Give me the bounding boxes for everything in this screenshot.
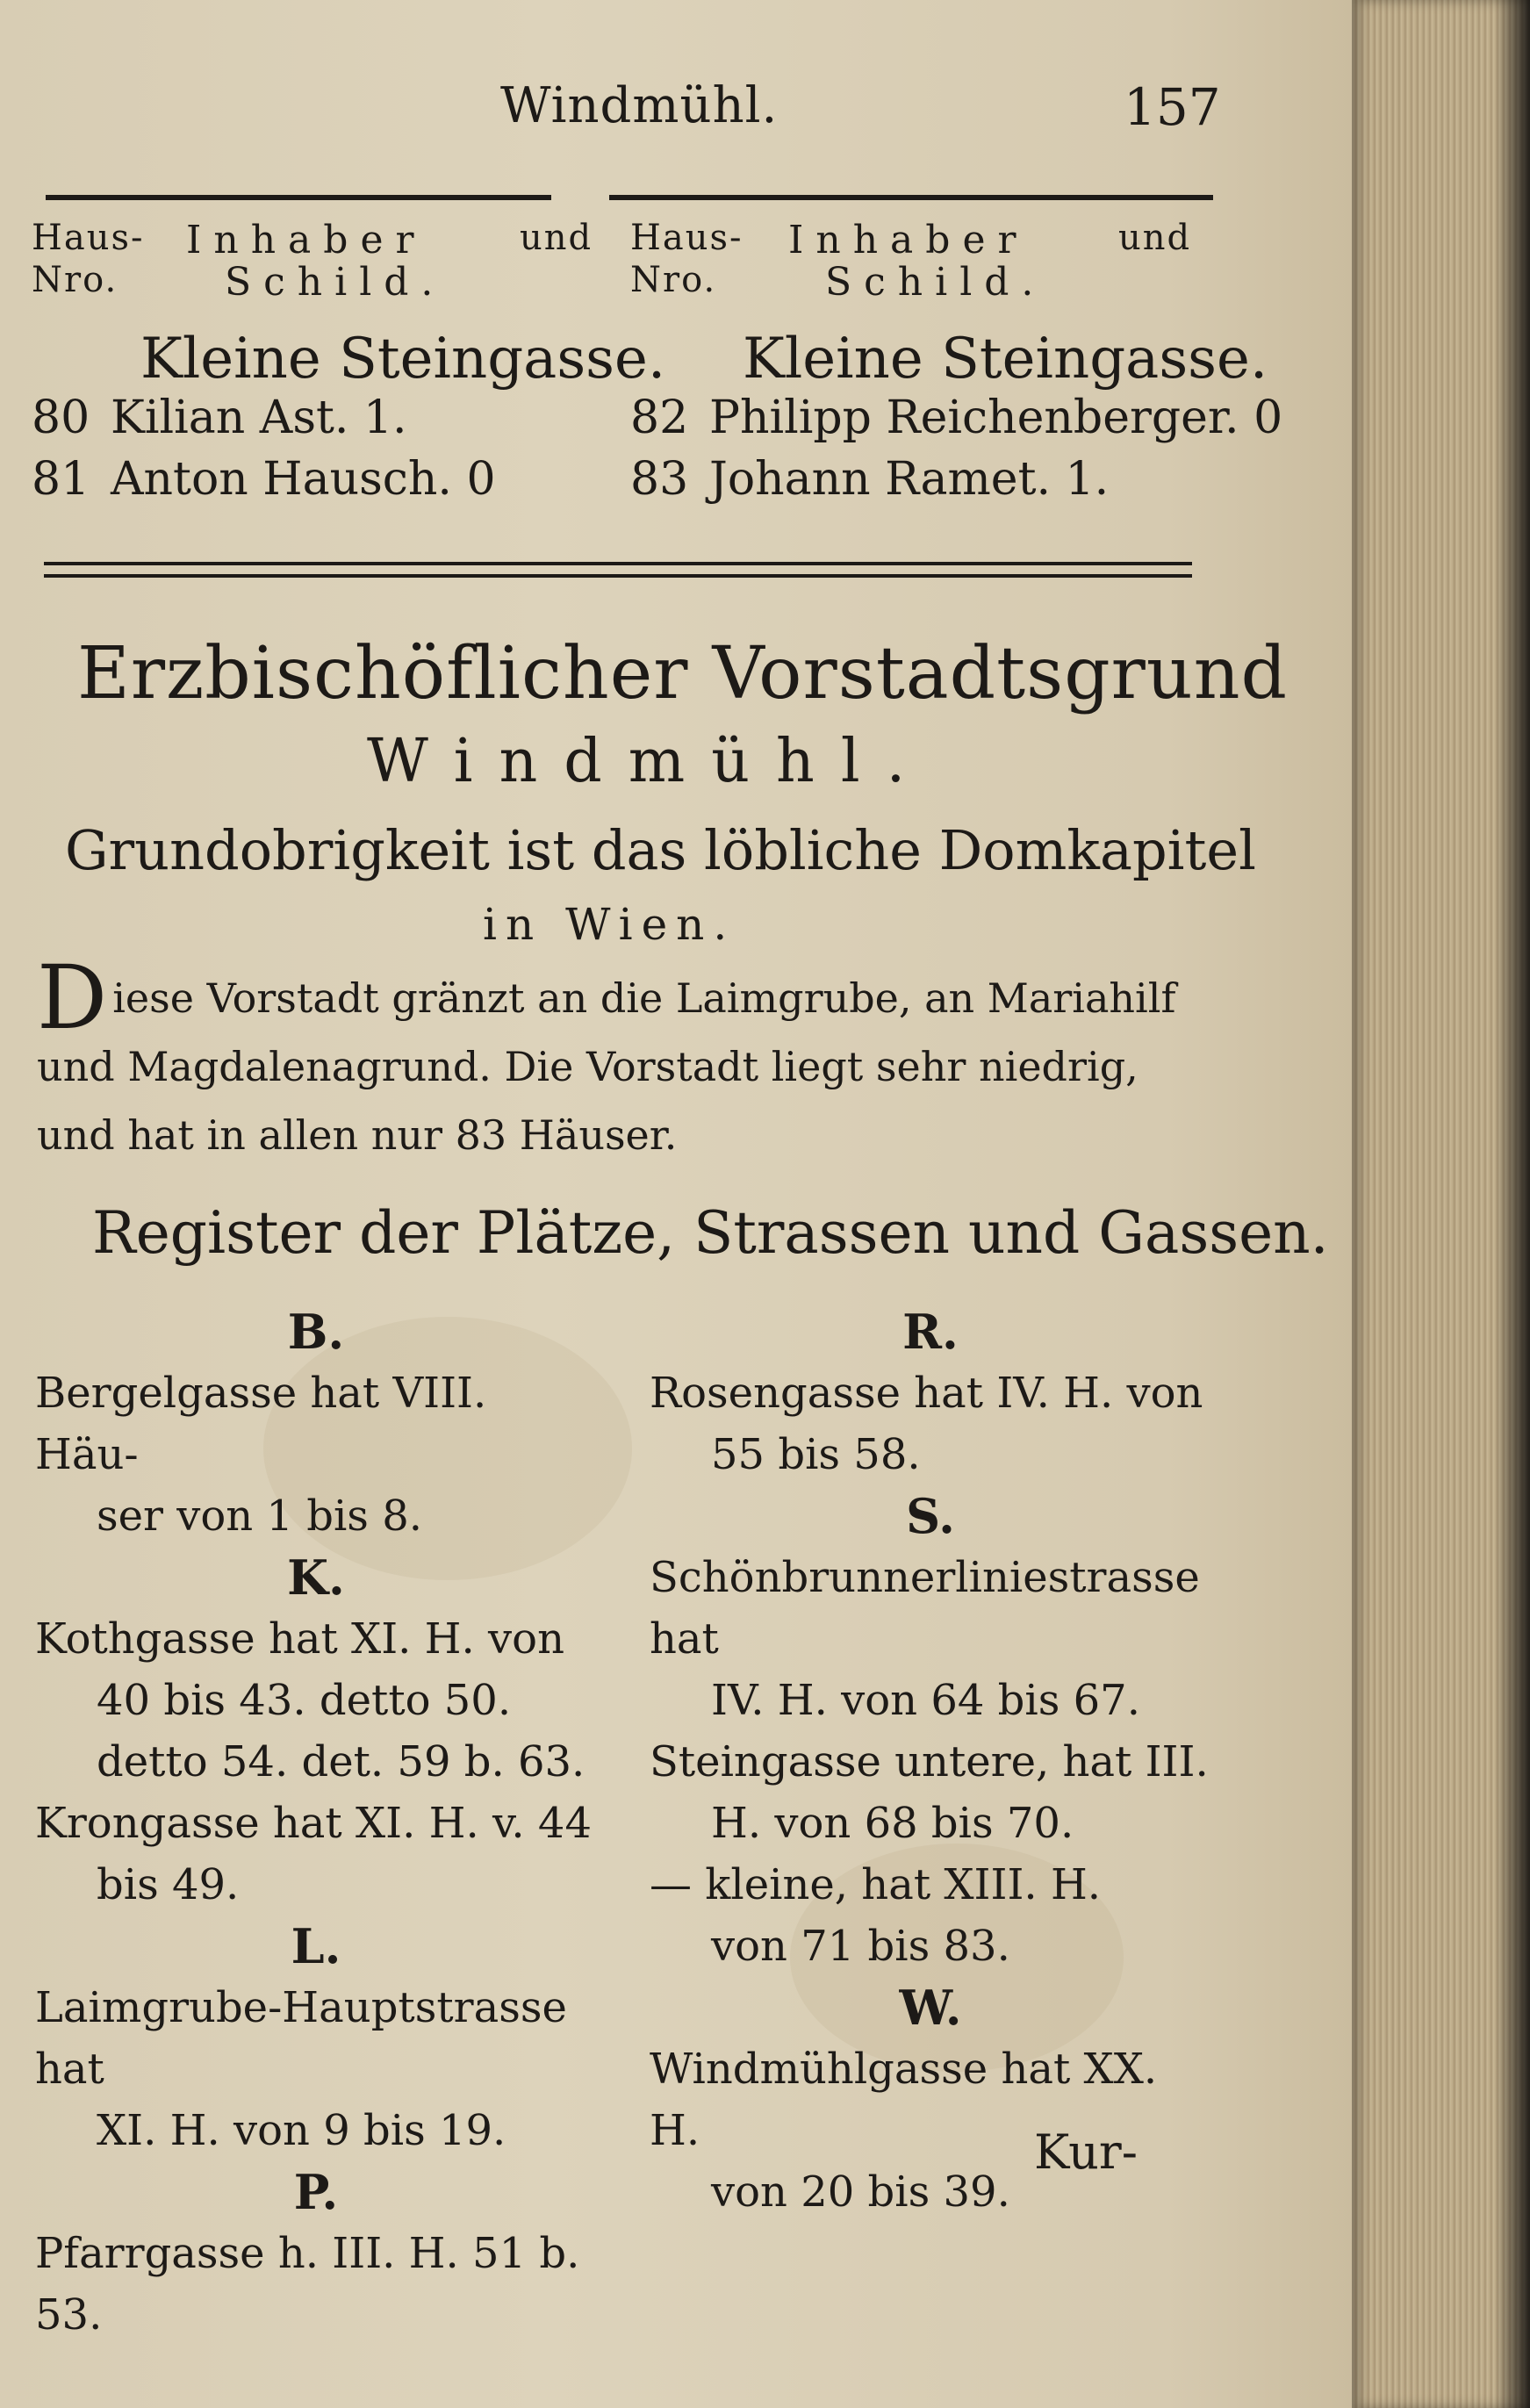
- col-owner-label: Inhaber: [186, 218, 427, 262]
- col-sign-label: Schild.: [825, 260, 1046, 305]
- register-heading: Register der Plätze, Strassen und Gassen.: [92, 1199, 1329, 1267]
- col-and-label: und: [1118, 218, 1192, 258]
- register-entry: [35, 2223, 597, 2346]
- register-entry: [35, 1977, 597, 2161]
- drop-cap: D: [37, 946, 108, 1049]
- col-house-label: Haus-: [32, 218, 145, 258]
- register-letter: K.: [287, 1549, 345, 1606]
- header-rule-right: [609, 195, 1213, 200]
- register-letter: S.: [906, 1488, 955, 1544]
- register-entry: [650, 1731, 1211, 1854]
- register-entry: [650, 1547, 1211, 1731]
- catchword: Kur-: [1034, 2124, 1138, 2180]
- register-entry: [35, 1362, 597, 1547]
- register-letter: B.: [287, 1304, 345, 1360]
- col-nro-label: Nro.: [32, 260, 119, 300]
- right-column-header: [630, 218, 1210, 305]
- entry-text: Krongasse hat XI. H. v. 44: [35, 1799, 593, 1848]
- left-column-header: [32, 218, 593, 305]
- paragraph-text: iese Vorstadt gränzt an die Laimgrube, an Mariahilf und Magdalenagrund. Die Vorstadt liegt sehr niedrig, und hat in allen nur 83 Häuser.: [37, 974, 1176, 1159]
- entry-continuation: ser von 1 bis 8.: [97, 1492, 422, 1541]
- entry-continuation: von 20 bis 39.: [711, 2167, 1010, 2217]
- house-number: 80: [32, 392, 90, 444]
- owner-name: Anton Hausch. 0: [111, 453, 496, 506]
- page-number: 157: [1124, 77, 1221, 137]
- page-edges: [1352, 0, 1530, 2408]
- entry-text: — kleine, hat XIII. H.: [650, 1860, 1102, 1909]
- entry-continuation: bis 49.: [97, 1860, 240, 1909]
- running-header: Windmühl.: [500, 77, 779, 134]
- right-street-heading: Kleine Steingasse.: [743, 327, 1268, 392]
- entry-text: Pfarrgasse h. III. H. 51 b. 53.: [35, 2229, 580, 2340]
- left-entry-row: [32, 392, 407, 444]
- left-street-heading: Kleine Steingasse.: [140, 327, 666, 392]
- house-number: 81: [32, 453, 90, 506]
- col-nro-label: Nro.: [630, 260, 717, 300]
- header-rule-left: [46, 195, 551, 200]
- right-entry-row: [630, 453, 1109, 506]
- entry-text: Schönbrunnerliniestrasse hat: [650, 1553, 1200, 1664]
- col-and-label: und: [520, 218, 593, 258]
- register-left-column: [35, 1301, 597, 2346]
- section-title: Erzbischöflicher Vorstadtsgrund: [77, 632, 1288, 715]
- register-entry: [35, 1608, 597, 1793]
- register-entry: [650, 1854, 1211, 1977]
- owner-name: Philipp Reichenberger. 0: [709, 392, 1283, 444]
- left-entry-row: [32, 453, 496, 506]
- entry-continuation: von 71 bis 83.: [711, 1922, 1010, 1971]
- section-subtitle: Windmühl.: [367, 727, 932, 796]
- entry-continuation: 40 bis 43. detto 50. detto 54. det. 59 b. 63.: [97, 1676, 585, 1786]
- col-owner-label: Inhaber: [788, 218, 1029, 262]
- authority-continuation: in Wien.: [483, 899, 736, 950]
- entry-text: Steingasse untere, hat III.: [650, 1737, 1209, 1786]
- entry-continuation: 55 bis 58.: [711, 1430, 921, 1479]
- house-number: 82: [630, 392, 689, 444]
- entry-text: Bergelgasse hat VIII. Häu-: [35, 1369, 487, 1479]
- register-letter: P.: [293, 2164, 339, 2220]
- description-paragraph: [37, 946, 1213, 1169]
- entry-text: Kothgasse hat XI. H. von: [35, 1614, 564, 1664]
- owner-name: Johann Ramet. 1.: [709, 453, 1110, 506]
- entry-text: Windmühlgasse hat XX. H.: [650, 2045, 1158, 2155]
- authority-line: Grundobrigkeit ist das löbliche Domkapitel: [65, 818, 1256, 882]
- register-entry: [650, 1362, 1211, 1485]
- entry-continuation: XI. H. von 9 bis 19.: [97, 2106, 506, 2155]
- right-entry-row: [630, 392, 1282, 444]
- entry-continuation: IV. H. von 64 bis 67.: [711, 1676, 1140, 1725]
- section-divider: [44, 562, 1192, 565]
- register-letter: R.: [902, 1304, 959, 1360]
- register-letter: W.: [899, 1980, 962, 2036]
- house-number: 83: [630, 453, 689, 506]
- entry-text: Rosengasse hat IV. H. von: [650, 1369, 1203, 1418]
- owner-name: Kilian Ast. 1.: [111, 392, 407, 444]
- col-house-label: Haus-: [630, 218, 743, 258]
- register-right-column: [650, 1301, 1211, 2223]
- entry-text: Laimgrube-Hauptstrasse hat: [35, 1983, 567, 2094]
- register-entry: [35, 1793, 597, 1916]
- col-sign-label: Schild.: [225, 260, 446, 305]
- register-letter: L.: [291, 1918, 341, 1974]
- entry-continuation: H. von 68 bis 70.: [711, 1799, 1074, 1848]
